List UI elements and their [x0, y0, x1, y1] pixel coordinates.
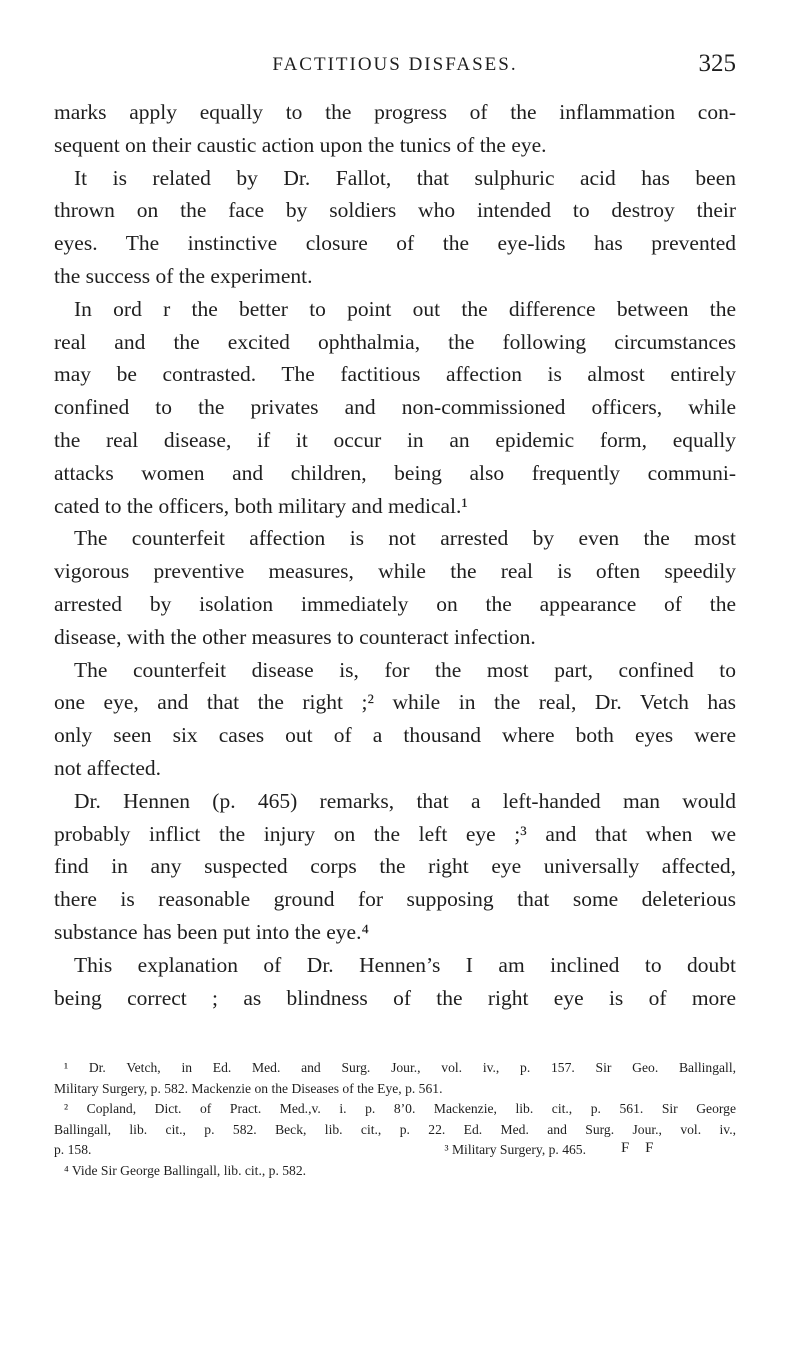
text-line: find in any suspected corps the right eye universally affected,	[54, 854, 736, 879]
text-line: sequent on their caustic action upon the tunics of the eye.	[54, 132, 547, 157]
page-number: 325	[698, 50, 736, 77]
footnote-continuation: p. 158.	[54, 1142, 92, 1157]
running-title: FACTITIOUS DISFASES.	[272, 54, 518, 75]
text-line: not affected.	[54, 755, 162, 780]
text-line: The counterfeit disease is, for the most part, confined to	[74, 657, 736, 682]
text-line: being correct ; as blindness of the right eye is of more	[54, 985, 736, 1010]
footnote-3: ³ Military Surgery, p. 465.	[444, 1142, 586, 1157]
signature-mark: F F	[621, 1140, 660, 1156]
text-line: vigorous preventive measures, while the real is often speedily	[54, 559, 736, 584]
text-line: only seen six cases out of a thousand where both eyes were	[54, 723, 736, 748]
body-text	[54, 96, 736, 1014]
text-line: the success of the experiment.	[54, 263, 313, 288]
text-line: This explanation of Dr. Hennen’s I am inclined to doubt	[74, 952, 736, 977]
text-line: marks apply equally to the progress of the inflammation con-	[54, 100, 736, 124]
text-line: one eye, and that the right ;² while in the real, Dr. Vetch has	[54, 690, 736, 715]
text-line: the real disease, if it occur in an epidemic form, equally	[54, 427, 736, 452]
text-line: attacks women and children, being also frequently communi-	[54, 460, 736, 485]
footnote-line: Military Surgery, p. 582. Mackenzie on the Diseases of the Eye, p. 561.	[54, 1080, 443, 1096]
text-line: cated to the officers, both military and medical.¹	[54, 493, 468, 518]
footnotes	[54, 1058, 736, 1181]
text-line: In ord r the better to point out the difference between the	[74, 296, 736, 321]
text-line: confined to the privates and non-commissioned officers, while	[54, 395, 736, 420]
footnote-line: ¹ Dr. Vetch, in Ed. Med. and Surg. Jour., vol. iv., p. 157. Sir Geo. Ballingall,	[64, 1060, 736, 1075]
text-line: real and the excited ophthalmia, the following circumstances	[54, 329, 736, 354]
text-line: The counterfeit affection is not arrested by even the most	[74, 526, 736, 551]
text-line: substance has been put into the eye.⁴	[54, 919, 369, 944]
text-line: there is reasonable ground for supposing that some deleterious	[54, 887, 736, 912]
text-line: disease, with the other measures to counteract infection.	[54, 624, 536, 649]
text-line: probably inflict the injury on the left eye ;³ and that when we	[54, 821, 736, 846]
text-line: It is related by Dr. Fallot, that sulphuric acid has been	[74, 165, 736, 190]
text-line: thrown on the face by soldiers who intended to destroy their	[54, 198, 736, 223]
text-line: eyes. The instinctive closure of the eye-lids has prevented	[54, 231, 736, 256]
text-line: arrested by isolation immediately on the appearance of the	[54, 591, 736, 616]
footnote-line: ² Copland, Dict. of Pract. Med.,v. i. p. 8’0. Mackenzie, lib. cit., p. 561. Sir George	[64, 1101, 736, 1116]
text-line: may be contrasted. The factitious affection is almost entirely	[54, 362, 736, 387]
text-line: Dr. Hennen (p. 465) remarks, that a left-handed man would	[74, 788, 736, 813]
footnote-line: Ballingall, lib. cit., p. 582. Beck, lib. cit., p. 22. Ed. Med. and Surg. Jour., vol. iv.,	[54, 1121, 736, 1137]
page-header	[54, 50, 736, 82]
footnote-line: ⁴ Vide Sir George Ballingall, lib. cit., p. 582.	[64, 1162, 307, 1178]
